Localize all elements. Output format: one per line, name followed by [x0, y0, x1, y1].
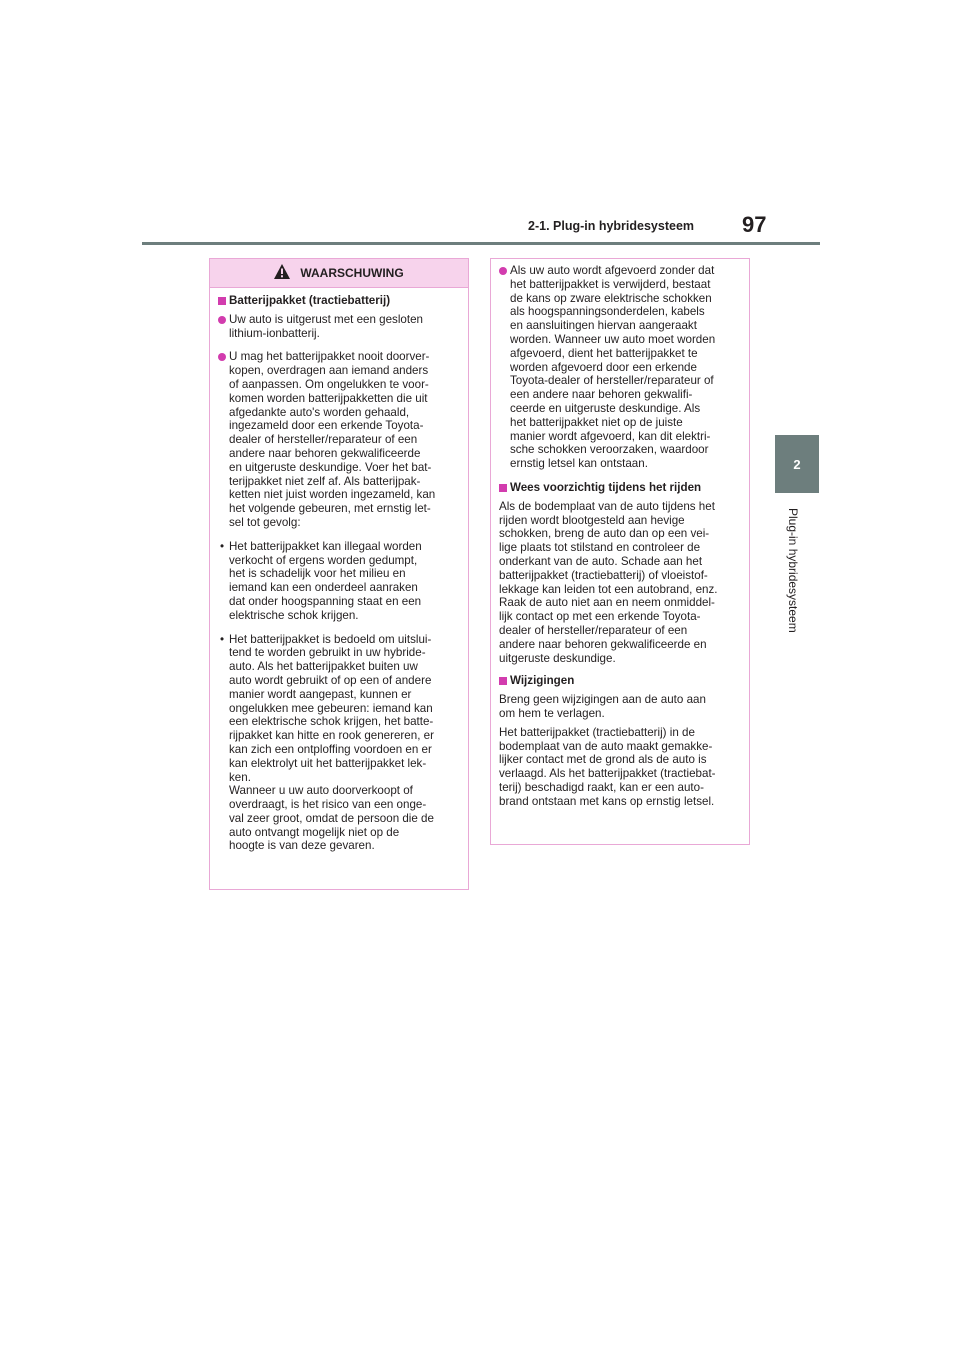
text-line: Toyota-dealer of hersteller/reparateur of	[510, 374, 714, 388]
text-line: overdraagt, is het risico van een onge-	[229, 798, 427, 812]
text-line: de kans op zware elektrische schokken	[510, 291, 712, 305]
text-line: ernstig letsel kan ontstaan.	[510, 457, 648, 471]
text-line: ken.	[229, 770, 251, 784]
text-line: auto. Als het batterijpakket buiten uw	[229, 660, 418, 674]
text-line: U mag het batterijpakket nooit doorver-	[229, 350, 430, 364]
text-line: sel tot gevolg:	[229, 515, 301, 529]
text-line: uitgeruste deskundige.	[499, 651, 616, 665]
sub-bullet-item	[218, 633, 460, 854]
chapter-tab: 2	[775, 435, 819, 493]
text-line: het batterijpakket is verwijderd, bestaat	[510, 277, 711, 291]
warning-triangle-icon	[274, 264, 290, 282]
text-line: of aanpassen. Om ongelukken te voor-	[229, 377, 429, 391]
text-line: het batterijpakket niet op de juiste	[510, 415, 683, 429]
chapter-tab-label: Plug-in hybridesysteem	[786, 508, 800, 633]
text-line: hoogte is van deze gevaren.	[229, 839, 375, 853]
text-line: Uw auto is uitgerust met een gesloten	[229, 312, 423, 326]
text-line: verlaagd. Als het batterijpakket (tractiebat-	[499, 767, 716, 781]
section-heading: Wees voorzichtig tijdens het rijden	[499, 481, 741, 495]
text-line: een elektrische schok krijgen, het batte-	[229, 715, 434, 729]
text-line: schokken, breng de auto dan op een vei-	[499, 527, 710, 541]
paragraph	[499, 693, 741, 721]
text-line: lijker contact met de grond als de auto is	[499, 753, 707, 767]
text-line: worden afgevoerd door een erkende	[510, 360, 697, 374]
text-line: het is schadelijk voor het milieu en	[229, 567, 406, 581]
paragraph	[499, 726, 741, 809]
text-line: ingezameld door een erkende Toyota-	[229, 419, 424, 433]
text-line: dealer of hersteller/reparateur of een	[499, 623, 688, 637]
text-line: bodemplaat van de auto maakt gemakke-	[499, 739, 713, 753]
bullet-item	[218, 313, 460, 341]
text-line: val zeer groot, omdat de persoon die de	[229, 811, 434, 825]
text-line: dat onder hoogspanning staat en een	[229, 594, 422, 608]
warning-header	[210, 259, 468, 288]
text-line: om hem te verlagen.	[499, 706, 605, 720]
bullet-item	[499, 264, 741, 471]
bullet-item	[218, 350, 460, 529]
text-line: manier wordt afgevoerd, kan dit elektri-	[510, 429, 711, 443]
text-line: verkocht of ergens worden gedumpt,	[229, 553, 418, 567]
text-line: andere naar behoren gekwalificeerde	[229, 446, 421, 460]
text-line: Breng geen wijzigingen aan de auto aan	[499, 693, 706, 707]
text-line: komen worden batterijpakketten die uit	[229, 391, 428, 405]
warning-box	[209, 258, 469, 890]
text-line: ceerde en uitgeruste deskundige. Als	[510, 401, 701, 415]
text-line: brand ontstaan met kans op ernstig letsel.	[499, 794, 715, 808]
text-line: een andere naar behoren gekwalifi-	[510, 388, 693, 402]
text-line: auto wordt gebruikt of op een of andere	[229, 673, 432, 687]
section-heading: Wijzigingen	[499, 674, 741, 688]
text-line: kopen, overdragen aan iemand anders	[229, 364, 429, 378]
text-line: • Het batterijpakket kan illegaal worden	[229, 539, 422, 553]
text-line: • Het batterijpakket is bedoeld om uitslui-	[229, 632, 432, 646]
text-line: Als de bodemplaat van de auto tijdens het	[499, 499, 715, 513]
text-line: tend te worden gebruikt in uw hybride-	[229, 646, 426, 660]
text-line: batterijpakket (tractiebatterij) of vloeistof-	[499, 568, 708, 582]
text-line: elektrische schok krijgen.	[229, 608, 359, 622]
text-line: afgevoerd, dient het batterijpakket te	[510, 346, 698, 360]
warning-box-continued	[490, 258, 750, 845]
warning-title: WAARSCHUWING	[300, 266, 404, 280]
text-line: Raak de auto niet aan en neem onmiddel-	[499, 596, 715, 610]
text-line: rijden wordt blootgesteld aan hevige	[499, 513, 685, 527]
sub-bullet-item	[218, 540, 460, 623]
text-line: lige plaats tot stilstand en controleer de	[499, 541, 701, 555]
text-line: sche schokken veroorzaken, waardoor	[510, 443, 709, 457]
section-heading: Batterijpakket (tractiebatterij)	[218, 294, 460, 308]
text-line: dealer of hersteller/reparateur of een	[229, 433, 418, 447]
text-line: het volgende gebeuren, met ernstig let-	[229, 502, 431, 516]
text-line: lijk contact op met een erkende Toyota-	[499, 610, 701, 624]
text-line: Het batterijpakket (tractiebatterij) in de	[499, 725, 695, 739]
text-line: afgedankte auto's worden gehaald,	[229, 405, 410, 419]
text-line: terij) beschadigd raakt, kan er een auto-	[499, 780, 704, 794]
text-line: worden. Wanneer uw auto moet worden	[510, 332, 716, 346]
text-line: onderkant van de auto. Schade aan het	[499, 554, 703, 568]
page-number: 97	[742, 212, 767, 237]
section-title: 2-1. Plug-in hybridesysteem	[528, 219, 695, 233]
header-rule	[142, 242, 820, 245]
text-line: rijpakket kan hitte en rook genereren, er	[229, 729, 434, 743]
text-line: terijpakket niet zelf af. Als batterijpak-	[229, 474, 421, 488]
text-line: kan zich een ontploffing voordoen en er	[229, 742, 432, 756]
text-line: auto ontvangt mogelijk niet op de	[229, 825, 400, 839]
text-line: lithium-ionbatterij.	[229, 326, 320, 340]
text-line: kan elektrolyt uit het batterijpakket lek-	[229, 756, 427, 770]
text-line: ketten niet juist worden ingezameld, kan	[229, 488, 436, 502]
text-line: Als uw auto wordt afgevoerd zonder dat	[510, 264, 715, 277]
text-line: andere naar behoren gekwalificeerde en	[499, 637, 707, 651]
text-line: als hoogspanningsonderdelen, kabels	[510, 305, 705, 319]
text-line: ongelukken mee gebeuren: iemand kan	[229, 701, 433, 715]
paragraph	[499, 500, 741, 666]
text-line: iemand kan een onderdeel aanraken	[229, 581, 418, 595]
text-line: en uitgeruste deskundige. Voer het bat-	[229, 460, 432, 474]
text-line: lekkage kan leiden tot een autobrand, enz.	[499, 582, 718, 596]
text-line: Wanneer u uw auto doorverkoopt of	[229, 784, 413, 798]
text-line: manier wordt aangepast, kunnen er	[229, 687, 412, 701]
text-line: en aansluitingen hiervan aangeraakt	[510, 319, 697, 333]
